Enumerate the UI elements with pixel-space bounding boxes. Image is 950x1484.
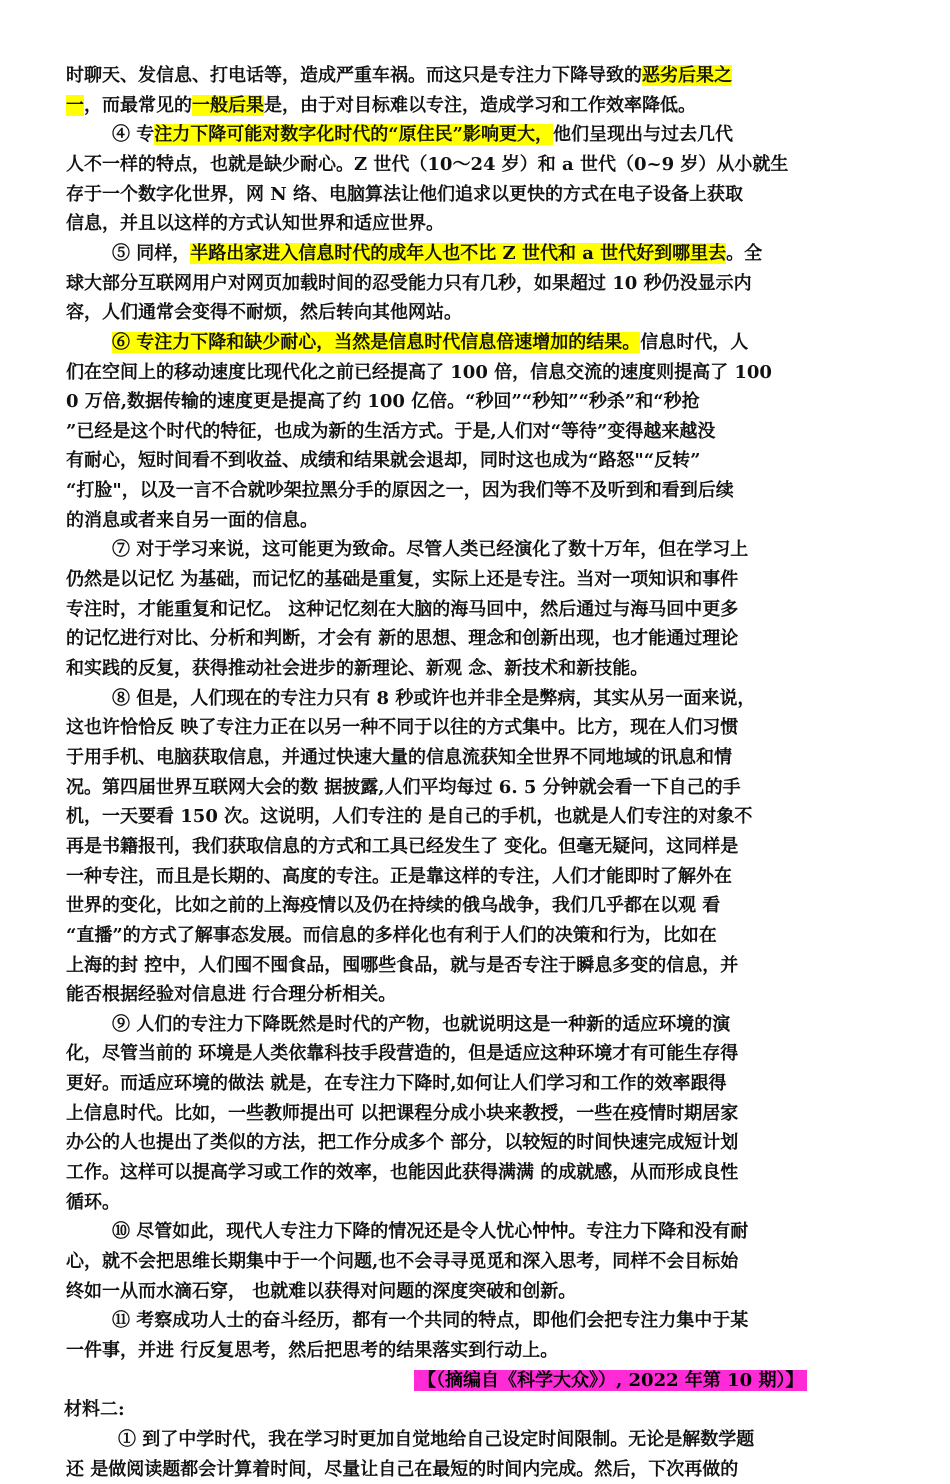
text-line xyxy=(112,1307,748,1335)
text-line xyxy=(118,1426,754,1454)
text-segment: 。全 xyxy=(726,243,763,264)
text-line xyxy=(66,299,462,327)
text-line xyxy=(112,240,762,268)
text-line xyxy=(66,1189,120,1217)
highlighted-text: 一 xyxy=(66,95,84,116)
text-segment: 终如一从而水滴石穿， 也就难以获得对问题的深度突破和创新。 xyxy=(66,1281,577,1302)
text-segment: “直播”的方式了解事态发展。而信息的多样化也有利于人们的决策和行为，比如在 xyxy=(66,925,717,946)
text-segment: 更好。而适应环境的做法 就是，在专注力下降时,如何让人们学习和工作的效率跟得 xyxy=(66,1073,727,1094)
highlighted-text: 恶劣后果之 xyxy=(642,65,732,86)
text-segment: 一件事，并进 行反复思考，然后把思考的结果落实到行动上。 xyxy=(66,1340,559,1361)
text-line xyxy=(66,447,700,475)
text-segment: 况。第四届世界互联网大会的数 据披露,人们平均每过 6. 5 分钟就会看一下自己的手 xyxy=(66,777,741,798)
text-line xyxy=(66,566,738,594)
text-line xyxy=(66,714,738,742)
text-segment: 材料二: xyxy=(64,1399,125,1420)
text-segment: 世界的变化，比如之前的上海疫情以及仍在持续的俄乌战争，我们几乎都在以观 看 xyxy=(66,895,721,916)
text-line xyxy=(66,744,732,772)
text-line xyxy=(112,329,748,357)
text-line xyxy=(66,655,648,683)
text-segment: ，而最常见的 xyxy=(84,95,192,116)
text-segment: 还 是做阅读题都会计算着时间，尽量让自己在最短的时间内完成。然后，下次再做的 xyxy=(66,1459,739,1480)
text-segment: 信息时代，人 xyxy=(640,332,749,353)
text-segment: 的消息或者来自另一面的信息。 xyxy=(66,510,318,531)
text-line xyxy=(66,774,741,802)
text-line xyxy=(66,1070,727,1098)
source-citation xyxy=(414,1367,807,1395)
text-segment: 机，一天要看 150 次。这说明，人们专注的 是自己的手机，也就是人们专注的对象不 xyxy=(66,806,753,827)
highlighted-text: 半路出家进入信息时代的成年人也不比 Z 世代和 a 世代好到哪里去 xyxy=(190,243,727,264)
text-line xyxy=(66,981,396,1009)
text-segment: ④ 专 xyxy=(112,124,155,145)
text-segment: 这也许恰恰反 映了专注力正在以另一种不同于以往的方式集中。比方，现在人们习惯 xyxy=(66,717,739,738)
text-line xyxy=(66,625,738,653)
text-line xyxy=(66,803,752,831)
text-segment: 办公的人也提出了类似的方法，把工作分成多个 部分，以较短的时间快速完成短计划 xyxy=(66,1132,739,1153)
text-line xyxy=(66,952,738,980)
text-line xyxy=(112,685,755,713)
text-segment: ⑨ 人们的专注力下降既然是时代的产物，也就说明这是一种新的适应环境的演 xyxy=(112,1014,731,1035)
text-line xyxy=(64,1396,125,1424)
text-segment: 他们呈现出与过去几代 xyxy=(553,124,733,145)
text-segment: 化，尽管当前的 环境是人类依靠科技手段营造的，但是适应这种环境才有可能生存得 xyxy=(66,1043,739,1064)
text-line xyxy=(66,388,700,416)
text-line xyxy=(66,863,732,891)
text-segment: ”已经是这个时代的特征，也成为新的生活方式。于是,人们对“等待”变得越来越没 xyxy=(66,421,716,442)
text-segment: 时聊天、发信息、打电话等，造成严重车祸。而这只是专注力下降导致的 xyxy=(66,65,642,86)
text-segment: 存于一个数字化世界，网 N 络、电脑算法让他们追求以更快的方式在电子设备上获取 xyxy=(66,184,743,205)
text-segment: 能否根据经验对信息进 行合理分析相关。 xyxy=(66,984,397,1005)
text-segment: 是，由于对目标难以专注，造成学习和工作效率降低。 xyxy=(264,95,696,116)
text-segment: 再是书籍报刊，我们获取信息的方式和工具已经发生了 变化。但毫无疑问，这同样是 xyxy=(66,836,739,857)
text-segment: 于用手机、电脑获取信息，并通过快速大量的信息流获知全世界不同地域的讯息和情 xyxy=(66,747,732,768)
highlighted-text: 注力下降可能对数字化时代的“原住民”影响更大， xyxy=(154,124,553,145)
text-segment: “打脸"，以及一言不合就吵架拉黑分手的原因之一，因为我们等不及听到和看到后续 xyxy=(66,480,734,501)
text-line xyxy=(112,536,748,564)
text-segment: ⑤ 同样， xyxy=(112,243,191,264)
text-segment: ⑪ 考察成功人士的奋斗经历，都有一个共同的特点，即他们会把专注力集中于某 xyxy=(112,1310,749,1331)
text-segment: 专注时，才能重复和记忆。 这种记忆刻在大脑的海马回中，然后通过与海马回中更多 xyxy=(66,599,739,620)
text-line xyxy=(66,92,696,120)
text-segment: 们在空间上的移动速度比现代化之前已经提高了 100 倍，信息交流的速度则提高了 100 xyxy=(66,362,772,383)
text-segment: 和实践的反复，获得推动社会进步的新理论、新观 念、新技术和新技能。 xyxy=(66,658,649,679)
text-segment: 工作。这样可以提高学习或工作的效率，也能因此获得满满 的成就感，从而形成良性 xyxy=(66,1162,739,1183)
text-line xyxy=(66,210,444,238)
text-line xyxy=(66,892,720,920)
text-line xyxy=(66,1248,738,1276)
text-segment: 球大部分互联网用户对网页加载时间的忍受能力只有几秒，如果超过 10 秒仍没显示内 xyxy=(66,273,752,294)
highlighted-text: 一般后果 xyxy=(192,95,264,116)
text-line xyxy=(66,833,738,861)
text-line xyxy=(66,270,752,298)
text-line xyxy=(66,1456,738,1484)
text-line xyxy=(66,1159,738,1187)
text-segment: 信息，并且以这样的方式认知世界和适应世界。 xyxy=(66,213,444,234)
text-segment: 心，就不会把思维长期集中于一个问题,也不会寻寻觅觅和深入思考，同样不会目标始 xyxy=(66,1251,739,1272)
text-line xyxy=(66,1129,738,1157)
text-line xyxy=(66,181,743,209)
text-line xyxy=(66,418,715,446)
text-line xyxy=(112,1218,748,1246)
text-line xyxy=(66,1100,738,1128)
text-segment: 有耐心，短时间看不到收益、成绩和结果就会退却，同时这也成为“路怒"“反转” xyxy=(66,450,701,471)
text-line xyxy=(66,151,788,179)
text-line xyxy=(66,62,732,90)
text-line xyxy=(112,121,733,149)
text-segment: 人不一样的特点，也就是缺少耐心。Z 世代（10～24 岁）和 a 世代（0~9 岁）从小就生 xyxy=(66,154,789,175)
text-segment: 上信息时代。比如，一些教师提出可 以把课程分成小块来教授，一些在疫情时期居家 xyxy=(66,1103,739,1124)
text-segment: 0 万倍,数据传输的速度更是提高了约 100 亿倍。“秒回”“秒知”“秒杀”和“秒抢 xyxy=(66,391,700,412)
text-line xyxy=(66,507,318,535)
text-segment: 上海的封 控中，人们囤不囤食品，囤哪些食品，就与是否专注于瞬息多变的信息，并 xyxy=(66,955,739,976)
text-line xyxy=(66,596,738,624)
text-line xyxy=(66,359,772,387)
text-line xyxy=(112,1011,730,1039)
text-segment: ① 到了中学时代，我在学习时更加自觉地给自己设定时间限制。无论是解数学题 xyxy=(118,1429,755,1450)
text-segment: 循环。 xyxy=(66,1192,120,1213)
text-segment: 【（摘编自《科学大众》）, 2022 年第 10 期）】 xyxy=(414,1370,807,1391)
text-line xyxy=(66,1337,558,1365)
text-line xyxy=(66,477,734,505)
text-segment: ⑩ 尽管如此，现代人专注力下降的情况还是令人忧心忡忡。专注力下降和没有耐 xyxy=(112,1221,749,1242)
text-segment: 容，人们通常会变得不耐烦，然后转向其他网站。 xyxy=(66,302,462,323)
text-segment: ⑦ 对于学习来说，这可能更为致命。尽管人类已经演化了数十万年，但在学习上 xyxy=(112,539,749,560)
text-line xyxy=(66,1278,576,1306)
highlighted-text: ⑥ 专注力下降和缺少耐心，当然是信息时代信息倍速增加的结果。 xyxy=(112,332,641,353)
text-segment: 一种专注，而且是长期的、高度的专注。正是靠这样的专注，人们才能即时了解外在 xyxy=(66,866,732,887)
text-segment: 仍然是以记忆 为基础，而记忆的基础是重复，实际上还是专注。当对一项知识和事件 xyxy=(66,569,739,590)
text-line xyxy=(66,922,717,950)
text-segment: ⑧ 但是，人们现在的专注力只有 8 秒或许也并非全是弊病，其实从另一面来说， xyxy=(112,688,756,709)
text-line xyxy=(66,1040,738,1068)
text-segment: 的记忆进行对比、分析和判断，才会有 新的思想、理念和创新出现，也才能通过理论 xyxy=(66,628,739,649)
